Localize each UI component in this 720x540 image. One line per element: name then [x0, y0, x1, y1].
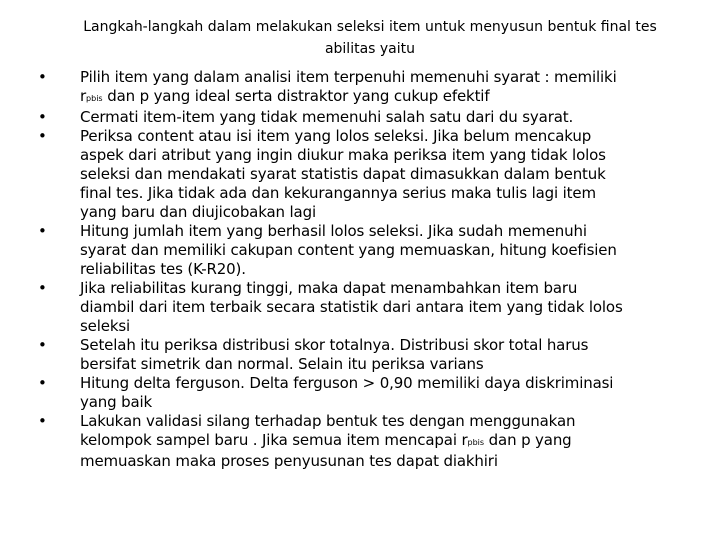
- bullet-icon: •: [38, 279, 47, 297]
- bullet-text-line: [80, 87, 688, 108]
- bullet-text-line: reliabilitas tes (K-R20).: [80, 260, 246, 278]
- bullet-list: [38, 68, 688, 471]
- bullet-icon: •: [38, 336, 47, 354]
- bullet-text-fragment: dan p yang: [484, 431, 572, 449]
- bullet-item-2: [38, 108, 688, 127]
- bullet-item-6: [38, 336, 688, 374]
- bullet-icon: •: [38, 374, 47, 392]
- bullet-text-fragment: dan p yang ideal serta distraktor yang cukup efektif: [102, 87, 490, 105]
- bullet-text-line: yang baik: [80, 393, 153, 411]
- slide-title: [60, 16, 680, 60]
- bullet-item-1: [38, 68, 688, 108]
- r-subscript: pbis: [467, 438, 485, 447]
- bullet-text-fragment: kelompok sampel baru . Jika semua item mencapai: [80, 431, 462, 449]
- bullet-item-5: [38, 279, 688, 336]
- bullet-text-line: Hitung jumlah item yang berhasil lolos seleksi. Jika sudah memenuhi: [80, 222, 587, 240]
- bullet-text-line: Pilih item yang dalam analisi item terpenuhi memenuhi syarat : memiliki: [80, 68, 617, 86]
- title-line-1: Langkah-langkah dalam melakukan seleksi item untuk menyusun bentuk final tes: [83, 19, 657, 35]
- bullet-text-line: Lakukan validasi silang terhadap bentuk tes dengan menggunakan: [80, 412, 576, 430]
- bullet-text-line: final tes. Jika tidak ada dan kekurangannya serius maka tulis lagi item: [80, 184, 596, 202]
- bullet-text-line: [80, 431, 688, 452]
- bullet-text-line: memuaskan maka proses penyusunan tes dapat diakhiri: [80, 452, 498, 470]
- bullet-item-4: [38, 222, 688, 279]
- bullet-item-7: [38, 374, 688, 412]
- bullet-text-line: Periksa content atau isi item yang lolos seleksi. Jika belum mencakup: [80, 127, 592, 145]
- bullet-icon: •: [38, 68, 47, 86]
- bullet-text-line: aspek dari atribut yang ingin diukur maka periksa item yang tidak lolos: [80, 146, 606, 164]
- bullet-text-line: yang baru dan diujicobakan lagi: [80, 203, 316, 221]
- bullet-text-line: seleksi: [80, 317, 131, 335]
- bullet-text-line: bersifat simetrik dan normal. Selain itu periksa varians: [80, 355, 484, 373]
- bullet-text-line: Cermati item-item yang tidak memenuhi salah satu dari du syarat.: [80, 108, 574, 126]
- bullet-text-line: Hitung delta ferguson. Delta ferguson > 0,90 memiliki daya diskriminasi: [80, 374, 614, 392]
- bullet-text-line: Setelah itu periksa distribusi skor totalnya. Distribusi skor total harus: [80, 336, 589, 354]
- bullet-text-line: syarat dan memiliki cakupan content yang memuaskan, hitung koefisien: [80, 241, 617, 259]
- r-symbol: r: [80, 87, 87, 105]
- bullet-icon: •: [38, 222, 47, 240]
- bullet-icon: •: [38, 127, 47, 145]
- r-subscript: pbis: [86, 94, 103, 103]
- bullet-icon: •: [38, 108, 47, 126]
- bullet-text-line: diambil dari item terbaik secara statistik dari antara item yang tidak lolos: [80, 298, 623, 316]
- bullet-item-3: [38, 127, 688, 222]
- r-symbol: r: [461, 431, 468, 449]
- bullet-text-line: seleksi dan mendakati syarat statistis dapat dimasukkan dalam bentuk: [80, 165, 606, 183]
- bullet-text-line: Jika reliabilitas kurang tinggi, maka dapat menambahkan item baru: [80, 279, 578, 297]
- bullet-icon: •: [38, 412, 47, 430]
- bullet-item-8: [38, 412, 688, 471]
- title-line-2: abilitas yaitu: [324, 41, 416, 57]
